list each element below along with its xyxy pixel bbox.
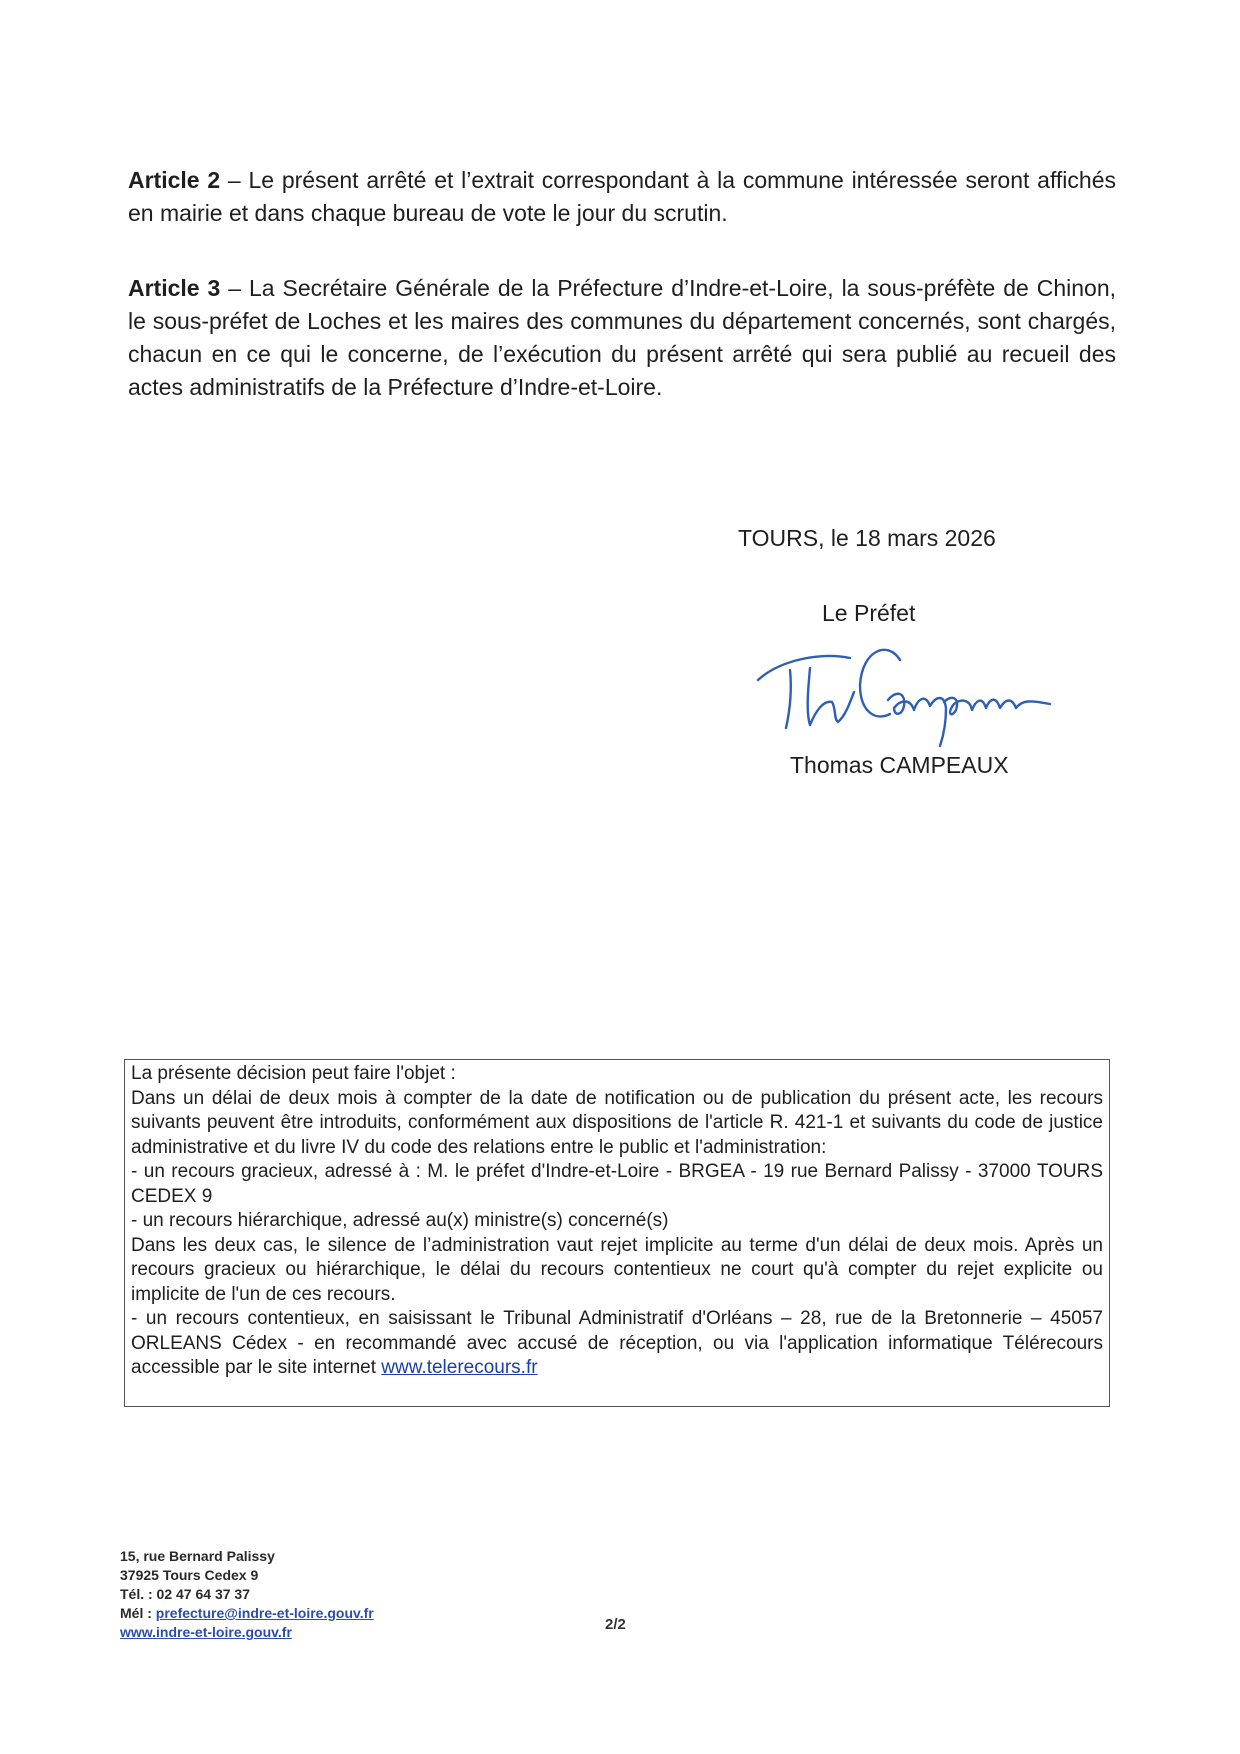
recourse-line: - un recours gracieux, adressé à : M. le préfet d'Indre-et-Loire - BRGEA - 19 rue Bernard Palissy - 37000 TOURS CEDEX 9 bbox=[131, 1161, 1103, 1207]
footer-mail-row bbox=[120, 1604, 374, 1623]
footer-contact bbox=[120, 1547, 374, 1642]
footer-mail-label: Mél : bbox=[120, 1605, 156, 1621]
article-3 bbox=[128, 272, 1116, 404]
footer-website-row bbox=[120, 1623, 374, 1642]
article-2-text: – Le présent arrêté et l’extrait correspondant à la commune intéressée seront affichés en mairie et dans chaque bureau de vote le jour du scrutin. bbox=[128, 167, 1117, 226]
place-and-date: TOURS, le 18 mars 2026 bbox=[738, 525, 996, 551]
recourse-contentious-text: - un recours contentieux, en saisissant le Tribunal Administratif d'Orléans – 28, rue de la Bretonnerie – 45057 ORLEANS Cédex - en recommandé avec accusé de réception, ou via l'application informatique Télérecours accessible par le site internet bbox=[131, 1308, 1103, 1378]
signatory-name: Thomas CAMPEAUX bbox=[790, 752, 1009, 778]
handwritten-signature bbox=[750, 630, 1060, 750]
article-2 bbox=[128, 164, 1116, 230]
article-3-label: Article 3 bbox=[128, 275, 221, 301]
recourse-line: Dans les deux cas, le silence de l’administration vaut rejet implicite au terme d'un délai de deux mois. Après un recours gracieux ou hiérarchique, le délai du recours contentieux ne court qu'à compter du rejet explicite ou implicite de l'un de ces recours. bbox=[131, 1234, 1103, 1305]
article-3-text: – La Secrétaire Générale de la Préfecture d’Indre-et-Loire, la sous-préfète de Chinon, le sous-préfet de Loches et les maires des communes du département concernés, sont chargés, chacun en ce qui le concerne, de l’exécution du présent arrêté qui sera publié au recueil des actes administratifs de la Préfecture d’Indre-et-Loire. bbox=[128, 275, 1117, 400]
signatory-title: Le Préfet bbox=[822, 600, 916, 626]
legal-recourse-box bbox=[124, 1059, 1110, 1407]
telerecours-link[interactable]: www.telerecours.fr bbox=[381, 1357, 538, 1378]
recourse-line: La présente décision peut faire l'objet : bbox=[131, 1063, 456, 1084]
footer-phone: Tél. : 02 47 64 37 37 bbox=[120, 1586, 250, 1602]
recourse-line-last bbox=[131, 1307, 1103, 1381]
footer-address-street: 15, rue Bernard Palissy bbox=[120, 1548, 275, 1564]
page-number: 2/2 bbox=[605, 1616, 626, 1633]
footer-address-city: 37925 Tours Cedex 9 bbox=[120, 1567, 259, 1583]
recourse-line: - un recours hiérarchique, adressé au(x) ministre(s) concerné(s) bbox=[131, 1210, 669, 1231]
footer-email-link[interactable]: prefecture@indre-et-loire.gouv.fr bbox=[155, 1605, 374, 1621]
article-2-label: Article 2 bbox=[128, 167, 221, 193]
footer-website-link[interactable]: www.indre-et-loire.gouv.fr bbox=[120, 1624, 292, 1640]
recourse-line: Dans un délai de deux mois à compter de la date de notification ou de publication du présent acte, les recours suivants peuvent être introduits, conformément aux dispositions de l'article R. 421-1 et suivants du code de justice administrative et du livre IV du code des relations entre le public et l'administration: bbox=[131, 1087, 1103, 1158]
